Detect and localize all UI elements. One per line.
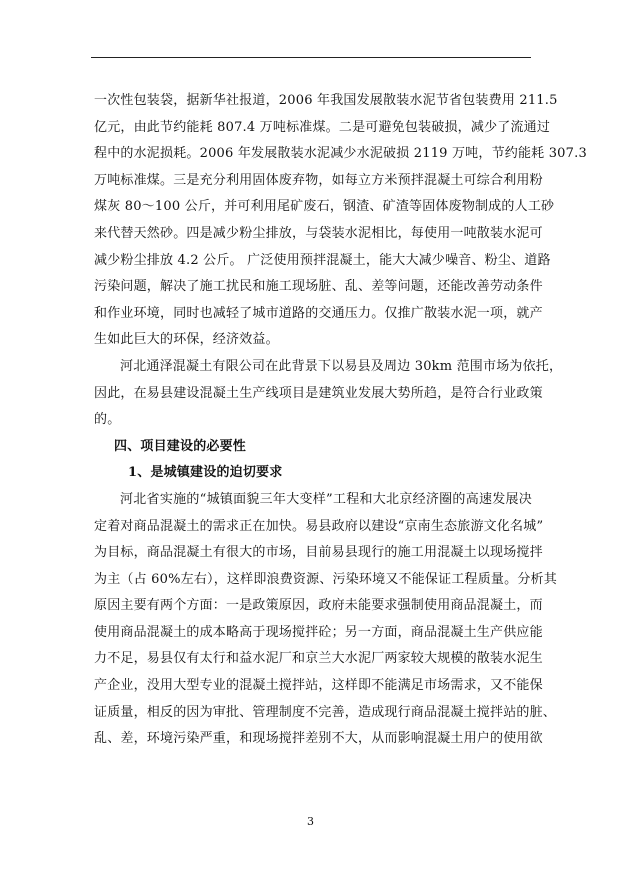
document-body	[94, 88, 587, 753]
page-number: 3	[307, 815, 314, 828]
text-line: 使用商品混凝土的成本略高于现场搅拌砼；另一方面，商品混凝土生产供应能	[94, 624, 543, 640]
text-line: 污染问题，解决了施工扰民和施工现场脏、乱、差等问题，还能改善劳动条件	[94, 279, 543, 295]
section-heading: 四、项目建设的必要性	[114, 438, 247, 454]
paragraph-environmental-benefits	[94, 88, 587, 354]
text-line: 力不足，易县仅有太行和益水泥厂和京兰大水泥厂两家较大规模的散装水泥生	[94, 651, 543, 667]
text-line: 生如此巨大的环保，经济效益。	[94, 332, 279, 348]
text-line: 因此，在易县建设混凝土生产线项目是建筑业发展大势所趋，是符合行业政策	[94, 385, 543, 401]
paragraph-urban-construction	[94, 487, 557, 753]
text-line: 来代替天然砂。四是减少粉尘排放，与袋装水泥相比，每使用一吨散装水泥可	[94, 225, 543, 241]
text-line: 和作业环境，同时也减轻了城市道路的交通压力。仅推广散装水泥一项，就产	[94, 305, 543, 321]
text-line: 亿元，由此节约能耗 807.4 万吨标准煤。二是可避免包装破损，减少了流通过	[94, 119, 551, 135]
text-line: 为目标，商品混凝土有很大的市场，目前易县现行的施工用混凝土以现场搅拌	[94, 545, 543, 561]
subsection-heading: 1、是城镇建设的迫切要求	[128, 465, 283, 481]
text-line: 定着对商品混凝土的需求正在加快。易县政府以建设“京南生态旅游文化名城”	[94, 518, 544, 534]
text-line: 河北通泽混凝土有限公司在此背景下以易县及周边 30km 范围市场为依托，	[120, 358, 563, 374]
text-line: 程中的水泥损耗。2006 年发展散装水泥减少水泥破损 2119 万吨，节约能耗 307.3	[94, 146, 587, 162]
text-line: 一次性包装袋，据新华社报道，2006 年我国发展散装水泥节省包装费用 211.5	[94, 93, 558, 108]
text-line: 煤灰 80～100 公斤，并可利用尾矿废石，钢渣、矿渣等固体废物制成的人工砂	[94, 199, 555, 215]
paragraph-company-background	[94, 354, 563, 434]
text-line: 河北省实施的“城镇面貌三年大变样”工程和大北京经济圈的高速发展决	[120, 491, 532, 507]
header-rule	[91, 57, 531, 58]
text-line: 的。	[94, 412, 121, 428]
text-line: 为主（占 60%左右），这样即浪费资源、污染环境又不能保证工程质量。分析其	[94, 571, 557, 587]
text-line: 万吨标准煤。三是充分利用固体废弃物，如每立方米预拌混凝土可综合利用粉	[94, 172, 543, 188]
text-line: 乱、差，环境污染严重，和现场搅拌差别不大，从而影响混凝土用户的使用欲	[94, 731, 543, 747]
text-line: 产企业，没用大型专业的混凝土搅拌站，这样即不能满足市场需求，又不能保	[94, 678, 543, 694]
text-line: 减少粉尘排放 4.2 公斤。 广泛使用预拌混凝土，能大大减少噪音、粉尘、道路	[94, 252, 551, 268]
text-line: 原因主要有两个方面：一是政策原因，政府未能要求强制使用商品混凝土，而	[94, 598, 543, 614]
text-line: 证质量，相反的因为审批、管理制度不完善，造成现行商品混凝土搅拌站的脏、	[94, 704, 557, 720]
